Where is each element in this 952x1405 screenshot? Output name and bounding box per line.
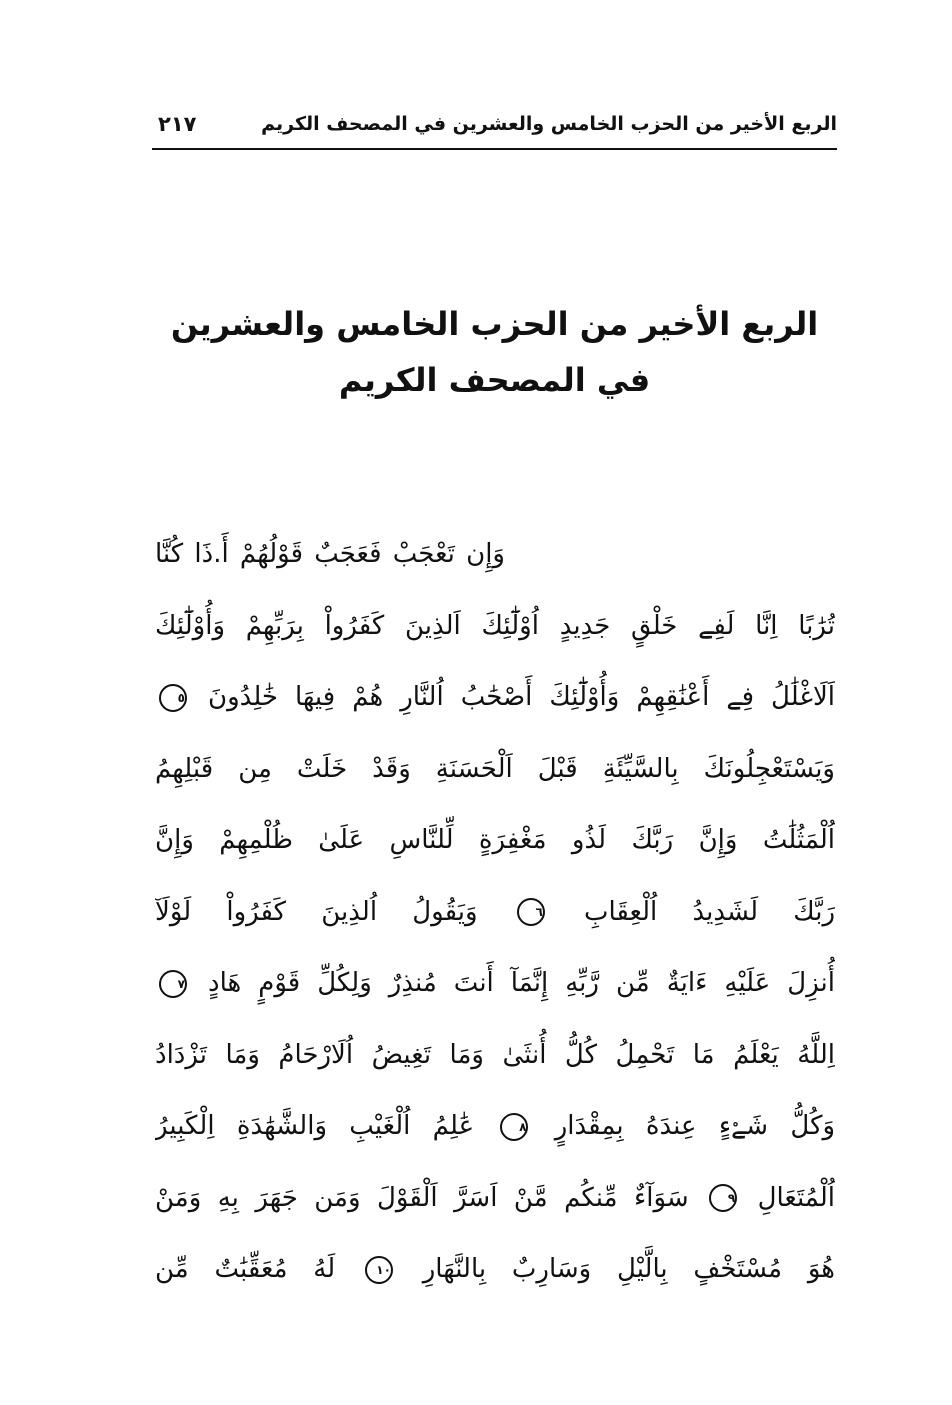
quran-line bbox=[155, 805, 835, 877]
quran-line bbox=[155, 591, 835, 663]
quran-text bbox=[155, 519, 835, 1306]
quran-line bbox=[155, 1234, 835, 1306]
quran-segment: وَكُلُّ شَےْءٍ عِندَهُ بِمِقْدَارٍ bbox=[554, 1111, 835, 1141]
ayah-marker: ٥ bbox=[159, 684, 187, 712]
header-rule bbox=[152, 148, 837, 150]
quran-line bbox=[155, 1020, 835, 1092]
quran-segment: تُرَٰبًا اِنَّا لَفِے خَلْقٍ جَدِيدٍ اُوْلَٰٓئِكَ اَلذِينَ كَفَرُواْ بِرَبِّهِمْ وَأُوْلَٰٓئِكَ bbox=[155, 610, 835, 641]
quran-segment: سَوَآءٌ مِّنكُم مَّنْ اَسَرَّ اَلْقَوْلَ وَمَن جَهَرَ بِهِ وَمَنْ bbox=[155, 1182, 689, 1213]
chapter-title-line-2: في المصحف الكريم bbox=[338, 361, 651, 399]
page-number: ٢١٧ bbox=[158, 112, 197, 136]
quran-line bbox=[155, 662, 835, 734]
ayah-marker: ٨ bbox=[500, 1113, 528, 1141]
quran-line bbox=[155, 877, 835, 949]
ayah-marker: ٦ bbox=[517, 898, 545, 926]
quran-segment: هُوَ مُسْتَخْفٍ بِالَّيْلِ وَسَارِبٌ بِالنَّهَارِ bbox=[422, 1254, 835, 1284]
ayah-marker: ٩ bbox=[709, 1184, 737, 1212]
running-title: الربع الأخير من الحزب الخامس والعشرين في المصحف الكريم bbox=[261, 113, 837, 135]
quran-segment: اَلَاغْلَٰلُ فِے أَعْنَٰقِهِمْ وَأُوْلَٰٓئِكَ أَصْحَٰبُ اُلنَّارِ هُمْ فِيهَا خَٰلِدُونَ bbox=[208, 682, 835, 712]
quran-segment: أُنزِلَ عَلَيْهِ ءَايَةٌ مِّن رَّبِّهِ إِنَّمَآ أَنتَ مُنذِرٌ وَلِكُلِّ قَوْمٍ هَادٍ bbox=[208, 968, 835, 998]
quran-segment: رَبَّكَ لَشَدِيدُ اُلْعِقَابِ bbox=[584, 896, 835, 927]
quran-segment: اُلْمُتَعَالِ bbox=[757, 1182, 835, 1213]
chapter-title bbox=[152, 296, 837, 408]
page-header bbox=[152, 104, 837, 144]
ayah-marker: ٧ bbox=[159, 970, 187, 998]
quran-segment: اِللَّهُ يَعْلَمُ مَا تَحْمِلُ كُلُّ أُنثَىٰ وَمَا تَغِيضُ اُلَارْحَامُ وَمَا تَزْدَادُ bbox=[155, 1039, 835, 1070]
chapter-title-line-1: الربع الأخير من الحزب الخامس والعشرين bbox=[170, 305, 819, 343]
quran-line bbox=[155, 734, 835, 806]
quran-segment: وَيَسْتَعْجِلُونَكَ بِالسَّيِّئَةِ قَبْلَ اَلْحَسَنَةِ وَقَدْ خَلَتْ مِن قَبْلِهِمُ bbox=[155, 753, 835, 784]
quran-line bbox=[155, 519, 835, 591]
ayah-marker: ١٠ bbox=[365, 1256, 393, 1284]
quran-segment: وَإِن تَعْجَبْ فَعَجَبٌ قَوْلُهُمْ أَ.ذَا كُنَّا bbox=[155, 539, 505, 569]
quran-line bbox=[155, 1091, 835, 1163]
quran-line bbox=[155, 1163, 835, 1235]
quran-line bbox=[155, 948, 835, 1020]
quran-segment: عَٰلِمُ اُلْغَيْبِ وَالشَّهَٰدَةِ اِلْكَبِيرُ bbox=[155, 1111, 475, 1141]
quran-segment: اُلْمَثُلَٰتُ وَإِنَّ رَبَّكَ لَذُو مَغْفِرَةٍ لِّلنَّاسِ عَلَىٰ ظُلْمِهِمْ وَإِنَّ bbox=[155, 825, 835, 855]
quran-segment: وَيَقُولُ اُلذِينَ كَفَرُواْ لَوْلَآ bbox=[155, 896, 478, 927]
quran-segment: لَهُ مُعَقِّبَٰتٌ مِّن bbox=[155, 1254, 336, 1284]
